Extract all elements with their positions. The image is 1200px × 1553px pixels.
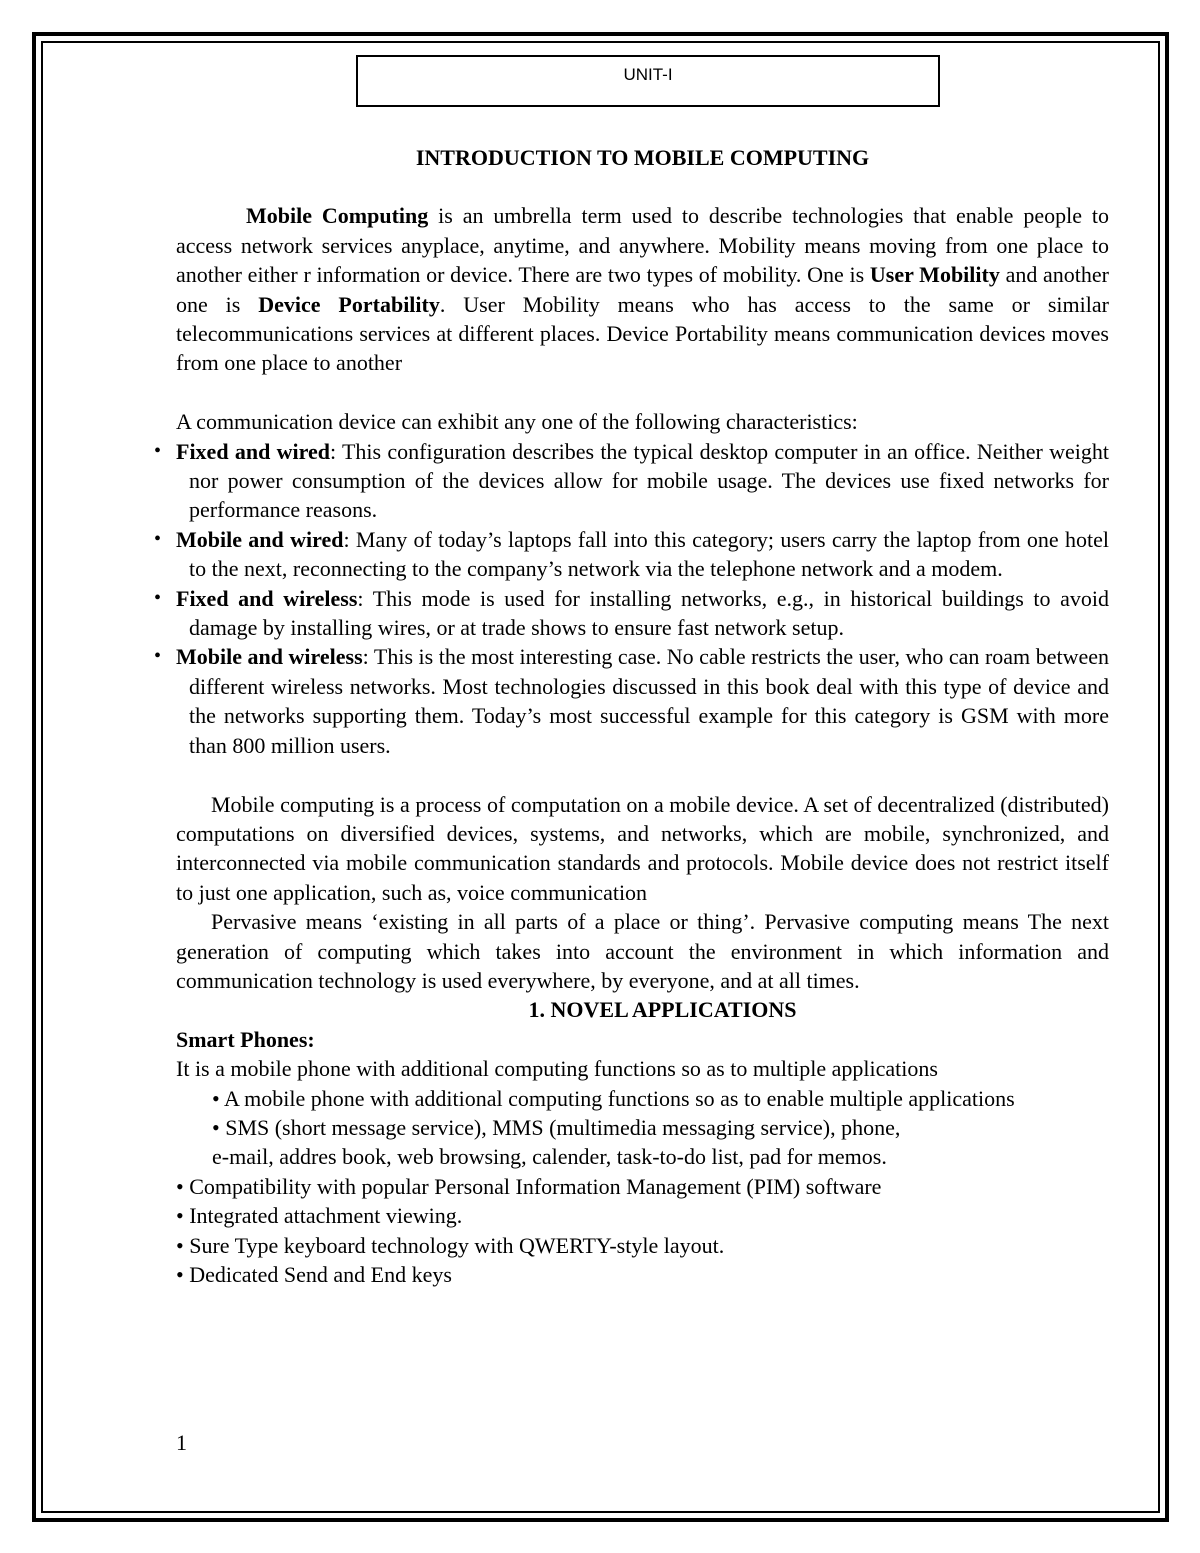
list-item: • Compatibility with popular Personal Information Management (PIM) software [176,1173,882,1199]
pervasive-paragraph: Pervasive means ‘existing in all parts of a place or thing’. Pervasive computing means The next generation of computing which takes into account the environment in which information and communication technology is used everywhere, by everyone, and at all times. [176,909,1109,993]
list-item: • Fixed and wired: This configuration describes the typical desktop computer in an office. Neither weight nor power consumption of the devices allow for mobile usage. The devices use fixed networks for performance reasons. [154,438,1109,523]
list-item: • SMS (short message service), MMS (multimedia messaging service), phone, [212,1114,901,1140]
bullet-icon: • [154,439,162,462]
list-item: • Mobile and wired: Many of today’s laptops fall into this category; users carry the laptop from one hotel to the next, reconnecting to the company’s network via the telephone network and a modem. [154,526,1110,582]
section-heading: 1. NOVEL APPLICATIONS [528,997,797,1023]
document-body [154,143,1110,1289]
smart-phones-heading: Smart Phones: [176,1026,315,1052]
list-item: • A mobile phone with additional computing functions so as to enable multiple applications [212,1085,1015,1111]
device-portability-term: Device Portability [258,291,440,317]
page-title: INTRODUCTION TO MOBILE COMPUTING [415,145,870,170]
characteristics-intro: A communication device can exhibit any one of the following characteristics: [176,409,858,435]
intro-term: Mobile Computing [246,203,429,229]
unit-label-box [356,55,940,107]
user-mobility-term: User Mobility [869,262,1000,288]
list-item-continuation: e-mail, addres book, web browsing, calender, task-to-do list, pad for memos. [212,1144,887,1170]
list-item: • Fixed and wireless: This mode is used for installing networks, e.g., in historical buildings to avoid damage by installing wires, or at trade shows to ensure fast network setup. [154,585,1110,641]
bullet-icon: • [154,586,162,609]
characteristics-list [154,437,1110,760]
spacer [176,378,1109,407]
list-item: • Mobile and wireless: This is the most interesting case. No cable restricts the user, who can roam between different wireless networks. Most technologies discussed in this book deal with this type of device and the networks supporting them. Today’s most successful example for this category is GSM with more than 800 million users. [154,644,1109,758]
bullet-icon: • [154,645,162,668]
smart-phones-definition: It is a mobile phone with additional computing functions so as to multiple applications [176,1056,938,1082]
intro-paragraph: Mobile Computing is an umbrella term used to describe technologies that enable people to access network services anyplace, anytime, and anywhere. Mobility means moving from one place to another either r information or device. There are two types of mobility. One is User Mobility and another one is Device Portability. User Mobility means who has access to the same or similar telecommunications services at different places. Device Portability means communication devices moves from one place to another [176,203,1110,376]
unit-label: UNIT-I [623,65,673,84]
mobile-computing-paragraph: Mobile computing is a process of computation on a mobile device. A set of decentralized (distributed) computations on diversified devices, systems, and networks, which are mobile, synchronized, and interconnected via mobile communication standards and protocols. Mobile device does not restrict itself to just one application, such as, voice communication [176,791,1109,905]
list-item: • Integrated attachment viewing. [176,1203,463,1229]
page-number: 1 [176,1430,187,1455]
list-item: • Dedicated Send and End keys [176,1262,452,1287]
list-item: • Sure Type keyboard technology with QWERTY-style layout. [176,1232,725,1258]
spacer [176,760,1109,789]
bullet-icon: • [154,527,162,550]
